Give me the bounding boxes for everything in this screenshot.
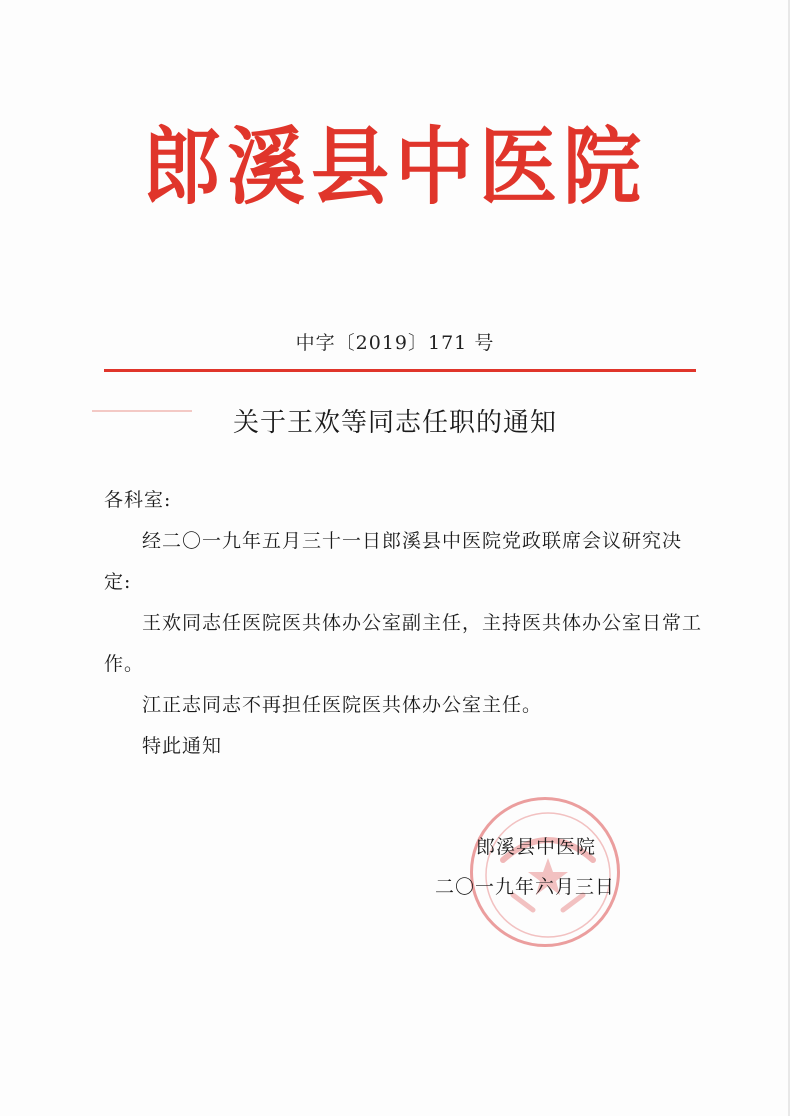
paragraph-decision: 经二〇一九年五月三十一日郎溪县中医院党政联席会议研究决定: (104, 530, 683, 593)
paragraph-appointment: 王欢同志任医院医共体办公室副主任，主持医共体办公室日常工作。 (104, 612, 703, 675)
salutation: 各科室: (104, 489, 172, 511)
paragraph-removal: 江正志同志不再担任医院医共体办公室主任。 (142, 694, 543, 716)
notice-title: 关于王欢等同志任职的通知 (232, 408, 557, 438)
document-number: 中字〔2019〕171 号 (295, 332, 495, 354)
notice-body (104, 480, 704, 767)
signature-date: 二〇一九年六月三日 (435, 876, 616, 898)
red-divider (104, 369, 696, 372)
paragraph-closing: 特此通知 (142, 735, 223, 757)
signature-organization: 郎溪县中医院 (476, 836, 597, 858)
org-title: 郎溪县中医院 (142, 119, 647, 217)
